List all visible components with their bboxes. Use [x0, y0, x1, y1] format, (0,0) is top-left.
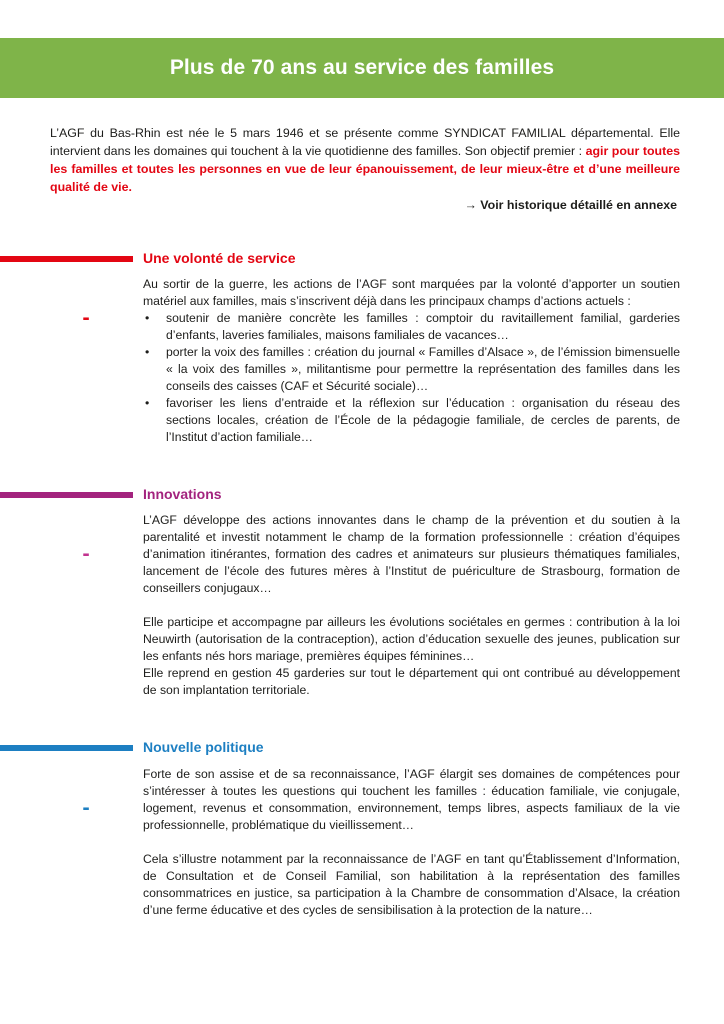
- intro-text: L’AGF du Bas-Rhin est née le 5 mars 1946 et se présente comme SYNDICAT FAMILIAL départemental. Elle intervient dans les domaines qui touchent à la vie quotidienne des familles. Son objectif premier :: [50, 126, 680, 158]
- title-banner: [0, 38, 724, 98]
- intro-highlight: agir pour toutes les familles et toutes les personnes en vue de leur épanouissement, de leur mieux-être et d’une meilleure qualité de vie.: [50, 144, 681, 194]
- section-bar-1: [0, 256, 133, 262]
- annexe-link[interactable]: → Voir historique détaillé en annexe: [464, 198, 677, 212]
- bullet-list: [143, 310, 680, 446]
- section-body-2: [143, 512, 680, 699]
- year-start: 1970: [53, 766, 119, 801]
- year-end: 1956: [53, 326, 119, 361]
- section-intro: Au sortir de la guerre, les actions de l’AGF sont marquées par la volonté d’apporter un soutien matériel aux familles, mais s’inscrivent déjà dans les principaux champs d’actions actuels :: [143, 277, 680, 308]
- paragraph: Elle reprend en gestion 45 garderies sur tout le département qui ont contribué au développement de son implantation territoriale.: [143, 666, 680, 697]
- paragraph: L’AGF développe des actions innovantes dans le champ de la prévention et du soutien à la parentalité et investit notamment le champ de la formation professionnelle : création d’équipes d’animation itinérantes, formation des cadres et animateurs sur plusieurs thématiques familiales, lancement de l’école des futures mères à l’Institut de puériculture de Strasbourg, formation de conseillers conjugaux…: [143, 513, 680, 595]
- section-body-1: [143, 276, 680, 446]
- page-title: Plus de 70 ans au service des familles: [169, 56, 555, 79]
- year-separator: -: [80, 308, 92, 329]
- year-end: 1980: [53, 816, 119, 851]
- list-item: • porter la voix des familles : création du journal « Familles d’Alsace », de l’émission bimensuelle « la voix des familles », militantisme pour permettre la représentation des familles dans les conseils des caisses (CAF et Sécurité sociale)…: [143, 344, 680, 395]
- paragraph: Cela s’illustre notamment par la reconnaissance de l’AGF en tant qu’Établissement d’Information, de Consultation et de Conseil Familial, son habilitation à la représentation des familles consommatrices en justice, sa participation à la Chambre de consommation d’Alsace, la création d’une ferme éducative et des cycles de sensibilisation à la protection de la nature…: [143, 852, 680, 917]
- years-1946-1956: [46, 276, 126, 362]
- year-start: 1946: [53, 276, 119, 311]
- paragraph: Forte de son assise et de sa reconnaissance, l’AGF élargit ses domaines de compétences pour s’intéresser à toutes les questions qui touchent les familles : éducation familiale, vie conjugale, logement, revenus et consommation, environnement, temps libres, aspects familiaux de la vie professionnelle, problématique du vieillissement…: [143, 767, 680, 832]
- year-separator: -: [80, 544, 92, 565]
- section-bar-2: [0, 492, 133, 498]
- year-end: 1969: [53, 562, 119, 597]
- list-item: • soutenir de manière concrète les familles : comptoir du ravitaillement familial, garderies d’enfants, laveries familiales, maisons familiales de vacances…: [143, 310, 680, 344]
- section-title-1: Une volonté de service: [143, 250, 296, 266]
- intro-paragraph: [50, 124, 680, 196]
- years-1970-1980: [46, 766, 126, 852]
- years-1957-1969: [46, 512, 126, 598]
- paragraph: Elle participe et accompagne par ailleurs les évolutions sociétales en germes : contribution à la loi Neuwirth (autorisation de la contraception), action d’éducation sexuelle des jeunes, publication sur les enfants nés hors mariage, premières équipes féminines…: [143, 615, 680, 663]
- section-title-2: Innovations: [143, 486, 222, 502]
- list-item: • favoriser les liens d’entraide et la réflexion sur l’éducation : organisation du réseau des sections locales, création de l’École de la pédagogie familiale, de cercles de parents, de l’Institut d’action familiale…: [143, 395, 680, 446]
- section-title-3: Nouvelle politique: [143, 739, 264, 755]
- year-start: 1957: [53, 512, 119, 547]
- section-bar-3: [0, 745, 133, 751]
- year-separator: -: [80, 798, 92, 819]
- section-body-3: [143, 766, 680, 919]
